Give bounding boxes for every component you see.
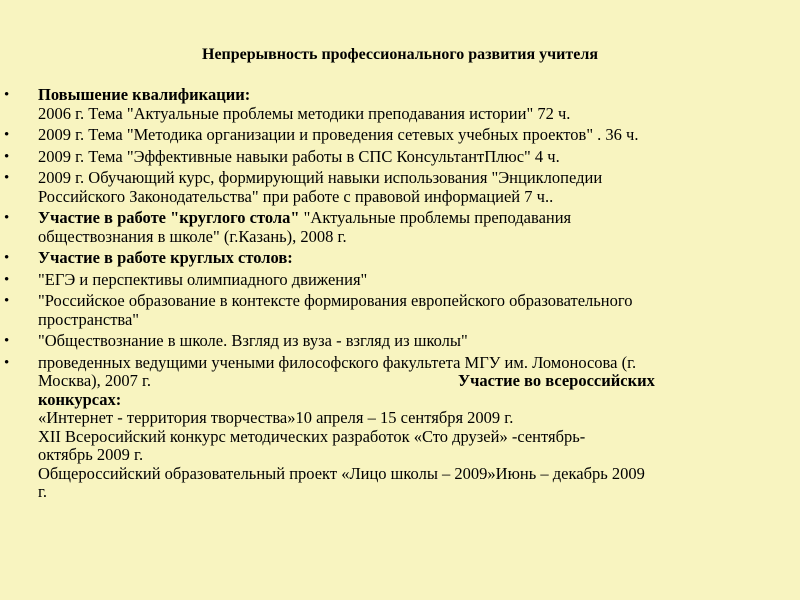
bullet-icon: • — [4, 87, 10, 103]
item-heading: Участие в работе "круглого стола" — [38, 208, 300, 227]
list-item — [0, 169, 780, 206]
bullet-icon: • — [4, 271, 10, 288]
item-text: Российского Законодательства" при работе с правовой информацией 7 ч.. — [38, 186, 554, 206]
bullet-icon: • — [4, 210, 10, 226]
item-text: октябрь 2009 г. — [38, 445, 144, 464]
bullet-icon: • — [4, 250, 10, 266]
item-text: 2009 г. Тема "Эффективные навыки работы в СПС КонсультантПлюс" 4 ч. — [38, 146, 560, 166]
item-text: обществознания в школе" (г.Казань), 2008 г. — [38, 226, 347, 246]
item-text: г. — [38, 482, 48, 501]
bullet-icon: • — [4, 333, 10, 349]
item-text: "Обществознание в школе. Взгляд из вуза - взгляд из школы" — [38, 331, 468, 350]
item-text: 2006 г. Тема "Актуальные проблемы методики преподавания истории" 72 ч. — [38, 103, 571, 123]
list-item — [0, 271, 780, 290]
item-text: пространства" — [38, 309, 140, 329]
item-text: 2009 г. Тема "Методика организации и проведения сетевых учебных проектов" . 36 ч. — [38, 125, 639, 144]
list-item — [0, 249, 780, 268]
item-heading: Повышение квалификации: — [38, 85, 251, 104]
item-text: проведенных ведущими учеными философского факультета МГУ им. Ломоносова (г. — [38, 352, 637, 372]
bullet-icon: • — [4, 170, 10, 186]
item-text: "ЕГЭ и перспективы олимпиадного движения" — [38, 269, 368, 289]
bullet-icon: • — [4, 127, 10, 143]
item-text: 2009 г. Обучающий курс, формирующий навыки использования "Энциклопедии — [38, 168, 603, 187]
item-text: Москва), 2007 г. — [38, 371, 152, 390]
list-item — [0, 292, 780, 329]
list-item — [0, 126, 780, 145]
item-heading: конкурсах: — [38, 389, 122, 409]
bullet-icon: • — [4, 293, 10, 309]
list-item — [0, 209, 780, 246]
bullet-icon: • — [4, 148, 10, 165]
bullet-list — [0, 86, 780, 505]
item-text: "Актуальные проблемы преподавания — [299, 208, 572, 227]
item-text: XII Всеросийский конкурс методических разработок «Сто друзей» -сентябрь- — [38, 426, 586, 446]
item-heading: Участие во всероссийских — [458, 371, 655, 390]
bullet-icon: • — [4, 354, 10, 371]
list-item — [0, 86, 780, 123]
item-text: «Интернет - территория творчества»10 апреля – 15 сентября 2009 г. — [38, 408, 514, 427]
item-heading: Участие в работе круглых столов: — [38, 248, 293, 267]
item-text: "Российское образование в контексте формирования европейского образовательного — [38, 291, 633, 310]
item-text: Общероссийский образовательный проект «Лицо школы – 2009»Июнь – декабрь 2009 — [38, 463, 645, 483]
list-item — [0, 332, 780, 351]
list-item — [0, 148, 780, 167]
list-item — [0, 354, 780, 502]
slide-title: Непрерывность профессионального развития учителя — [202, 46, 598, 63]
